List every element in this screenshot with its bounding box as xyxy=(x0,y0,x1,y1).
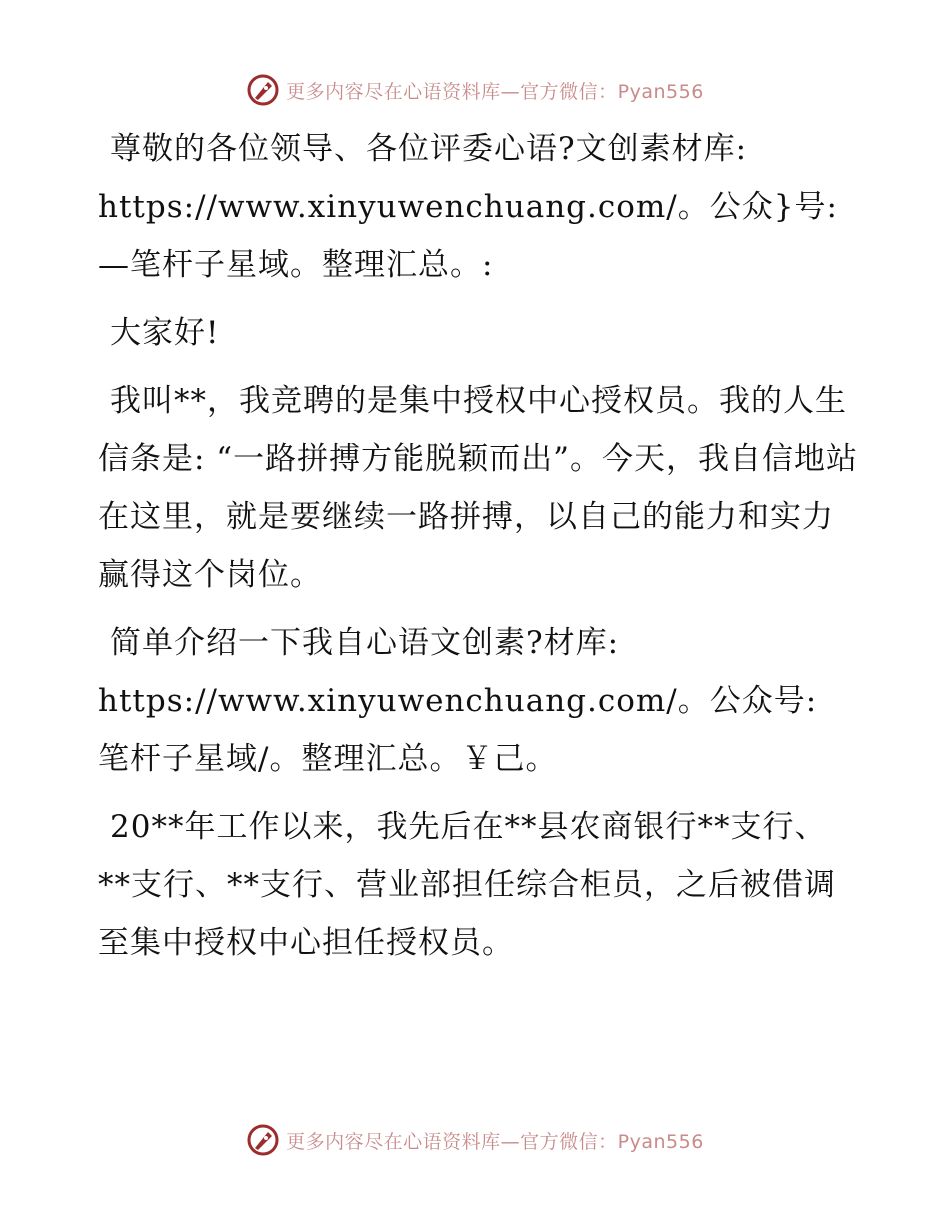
paragraph-self-intro: 简单介绍一下我自心语文创素?材库: https://www.xinyuwenchuang.com/。公众号: 笔杆子星域/。整理汇总。￥己。 xyxy=(98,625,818,777)
paragraph-greeting: 大家好! xyxy=(110,315,220,351)
fountain-pen-nib-icon xyxy=(246,73,280,107)
paragraph-greeting-header: 尊敬的各位领导、各位评委心语?文创素材库: https://www.xinyuwenchuang.com/。公众}号: —笔杆子星域。整理汇总。: xyxy=(98,131,838,283)
paragraph-introduction: 我叫**，我竞聘的是集中授权中心授权员。我的人生信条是: “一路拼搏方能脱颖而出”。今天，我自信地站在这里，就是要继续一路拼搏，以自己的能力和实力赢得这个岗位。 xyxy=(98,383,858,593)
paragraph-work-history: 20**年工作以来，我先后在**县农商银行**支行、**支行、**支行、营业部担任综合柜员，之后被借调至集中授权中心担任授权员。 xyxy=(98,809,836,961)
header-watermark-text: 更多内容尽在心语资料库—官方微信：Pyan556 xyxy=(286,80,704,103)
header-watermark xyxy=(0,70,950,110)
document-body xyxy=(98,120,858,982)
fountain-pen-nib-icon xyxy=(246,1123,280,1157)
footer-watermark xyxy=(0,1120,950,1160)
footer-watermark-text: 更多内容尽在心语资料库—官方微信：Pyan556 xyxy=(286,1130,704,1153)
